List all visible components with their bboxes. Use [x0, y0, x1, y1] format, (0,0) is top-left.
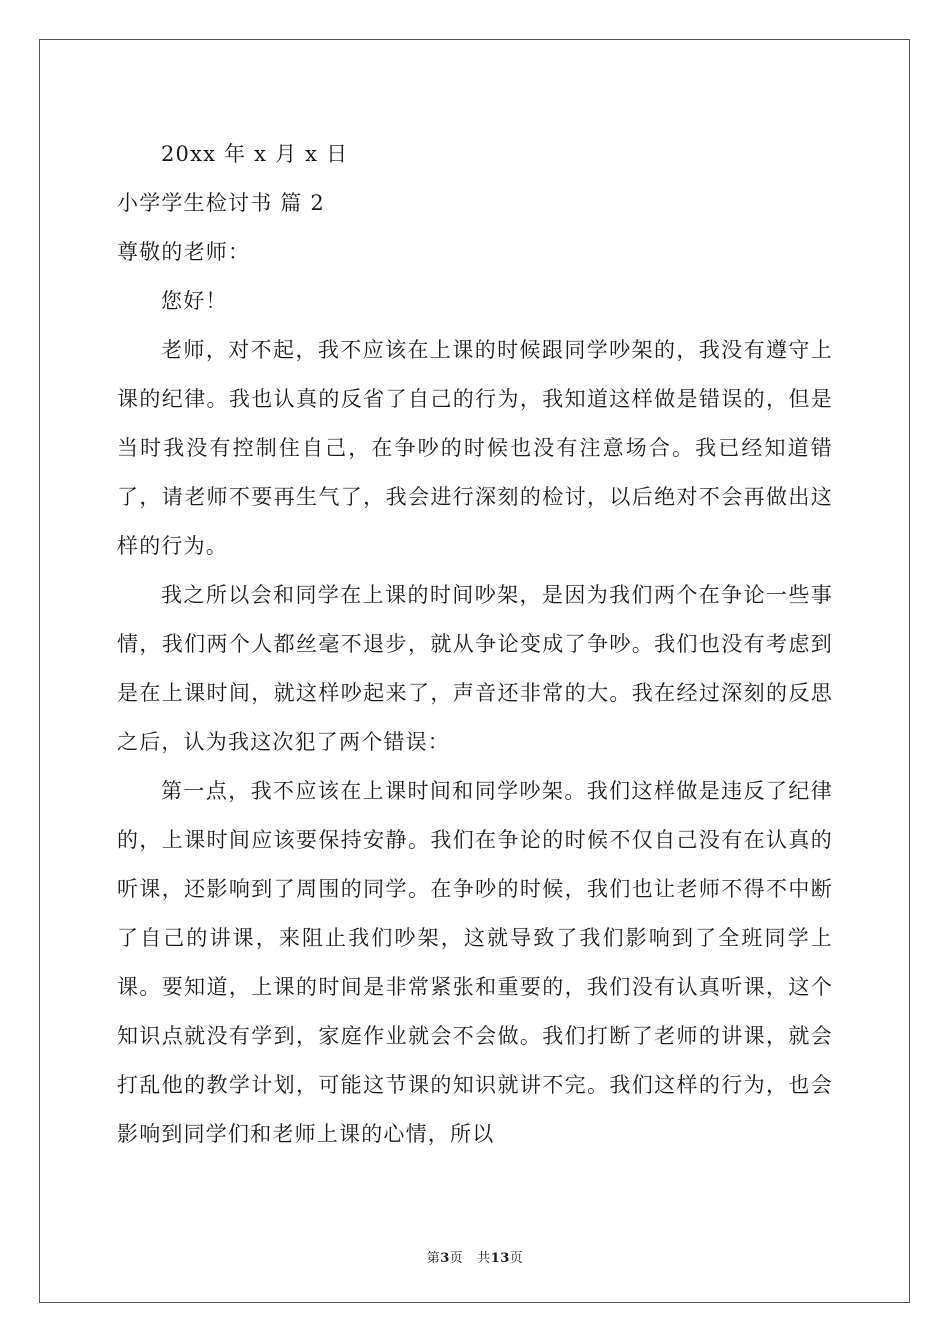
page-footer — [0, 1247, 950, 1266]
document-body — [117, 130, 833, 1159]
page-suffix: 页 — [449, 1251, 464, 1266]
salutation: 尊敬的老师： — [117, 240, 251, 264]
page-prefix: 第 — [426, 1251, 441, 1266]
total-prefix: 共 — [477, 1251, 491, 1266]
document-title: 小学学生检讨书 篇 2 — [117, 191, 325, 215]
total-pages: 13 — [490, 1251, 510, 1266]
page-number: 3 — [440, 1251, 450, 1266]
date-line: 20xx 年 x 月 x 日 — [161, 142, 349, 166]
paragraph: 第一点，我不应该在上课时间和同学吵架。我们这样做是违反了纪律的，上课时间应该要保持安静。我们在争论的时候不仅自己没有在认真的听课，还影响到了周围的同学。在争吵的时候，我们也让老师不得不中断了自己的讲课，来阻止我们吵架，这就导致了我们影响到了全班同学上课。要知道，上课的时间是非常紧张和重要的，我们没有认真听课，这个知识点就没有学到，家庭作业就会不会做。我们打断了老师的讲课，就会打乱他的教学计划，可能这节课的知识就讲不完。我们这样的行为，也会影响到同学们和老师上课的心情，所以 — [117, 779, 833, 1146]
paragraph: 老师，对不起，我不应该在上课的时候跟同学吵架的，我没有遵守上课的纪律。我也认真的反省了自己的行为，我知道这样做是错误的，但是当时我没有控制住自己，在争吵的时候也没有注意场合。我已经知道错了，请老师不要再生气了，我会进行深刻的检讨，以后绝对不会再做出这样的行为。 — [117, 338, 833, 558]
greeting: 您好！ — [161, 289, 228, 313]
total-suffix: 页 — [509, 1251, 524, 1266]
paragraph: 我之所以会和同学在上课的时间吵架，是因为我们两个在争论一些事情，我们两个人都丝毫不退步，就从争论变成了争吵。我们也没有考虑到是在上课时间，就这样吵起来了，声音还非常的大。我在经过深刻的反思之后，认为我这次犯了两个错误： — [117, 583, 833, 754]
